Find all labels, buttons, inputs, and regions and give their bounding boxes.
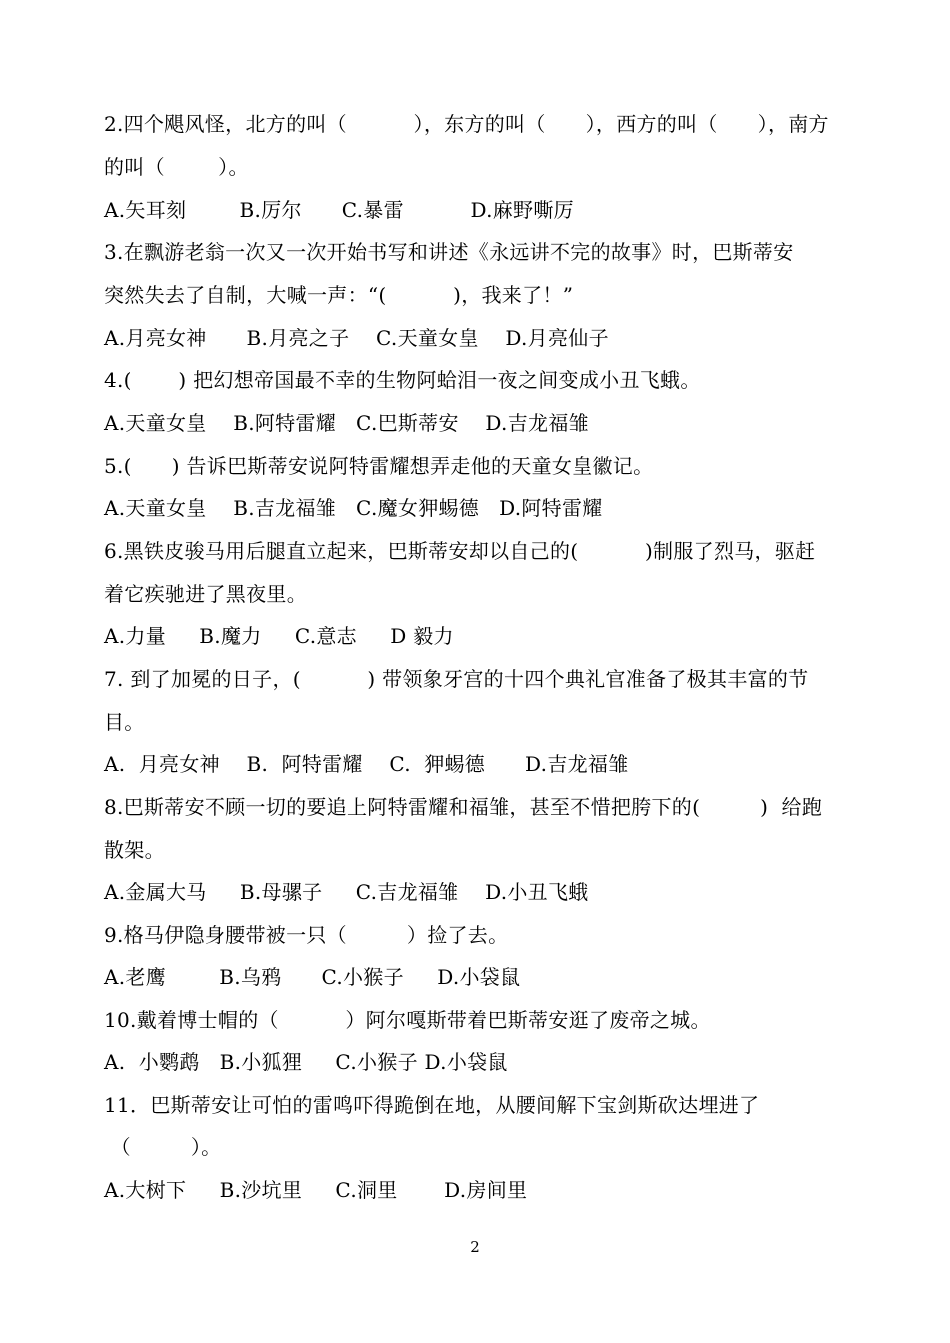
question-4-stem-line-1: 4.( ) 把幻想帝国最不幸的生物阿蛤泪一夜之间变成小丑飞蛾。	[104, 368, 701, 392]
question-8-stem-line-1: 8.巴斯蒂安不顾一切的要追上阿特雷耀和福雏，甚至不惜把胯下的( ) 给跑	[104, 795, 823, 819]
question-5-options: A.天童女皇 B.吉龙福雏 C.魔女狎蜴德 D.阿特雷耀	[104, 496, 603, 520]
question-7-stem-line-2: 目。	[104, 710, 145, 734]
question-11-options: A.大树下 B.沙坑里 C.洞里 D.房间里	[104, 1178, 528, 1202]
question-5-stem-line-1: 5.( ) 告诉巴斯蒂安说阿特雷耀想弄走他的天童女皇徽记。	[104, 454, 654, 478]
question-6-stem-line-2: 着它疾驰进了黑夜里。	[104, 582, 307, 606]
question-2-stem-line-2: 的叫（ ）。	[104, 155, 249, 179]
question-11-stem-line-2: （ ）。	[104, 1135, 222, 1159]
question-10-options: A. 小鹦鹉 B.小狐狸 C.小猴子 D.小袋鼠	[104, 1050, 508, 1074]
question-10-stem-line-1: 10.戴着博士帽的（ ）阿尔嘎斯带着巴斯蒂安逛了废帝之城。	[104, 1008, 711, 1032]
question-7-stem-line-1: 7. 到了加冕的日子，( ) 带领象牙宫的十四个典礼官准备了极其丰富的节	[104, 667, 809, 691]
question-6-stem-line-1: 6.黑铁皮骏马用后腿直立起来，巴斯蒂安却以自己的( )制服了烈马，驱赶	[104, 539, 816, 563]
question-3-stem-line-1: 3.在飘游老翁一次又一次开始书写和讲述《永远讲不完的故事》时，巴斯蒂安	[104, 240, 794, 264]
question-3-options: A.月亮女神 B.月亮之子 C.天童女皇 D.月亮仙子	[104, 326, 609, 350]
question-8-stem-line-2: 散架。	[104, 838, 165, 862]
question-2-stem-line-1: 2.四个飓风怪，北方的叫（ ），东方的叫（ ），西方的叫（ ），南方	[104, 112, 829, 136]
question-9-options: A.老鹰 B.乌鸦 C.小猴子 D.小袋鼠	[104, 965, 521, 989]
question-11-stem-line-1: 11．巴斯蒂安让可怕的雷鸣吓得跪倒在地，从腰间解下宝剑斯砍达埋进了	[104, 1093, 760, 1117]
question-2-options: A.矢耳刻 B.厉尔 C.暴雷 D.麻野嘶厉	[104, 198, 574, 222]
question-7-options: A. 月亮女神 B. 阿特雷耀 C. 狎蜴德 D.吉龙福雏	[104, 752, 629, 776]
question-3-stem-line-2: 突然失去了自制，大喊一声：“( )，我来了！”	[104, 283, 574, 307]
question-6-options: A.力量 B.魔力 C.意志 D 毅力	[104, 624, 454, 648]
page-number: 2	[470, 1238, 480, 1256]
question-4-options: A.天童女皇 B.阿特雷耀 C.巴斯蒂安 D.吉龙福雏	[104, 411, 589, 435]
question-9-stem-line-1: 9.格马伊隐身腰带被一只（ ）捡了去。	[104, 923, 509, 947]
question-8-options: A.金属大马 B.母骡子 C.吉龙福雏 D.小丑飞蛾	[104, 880, 589, 904]
